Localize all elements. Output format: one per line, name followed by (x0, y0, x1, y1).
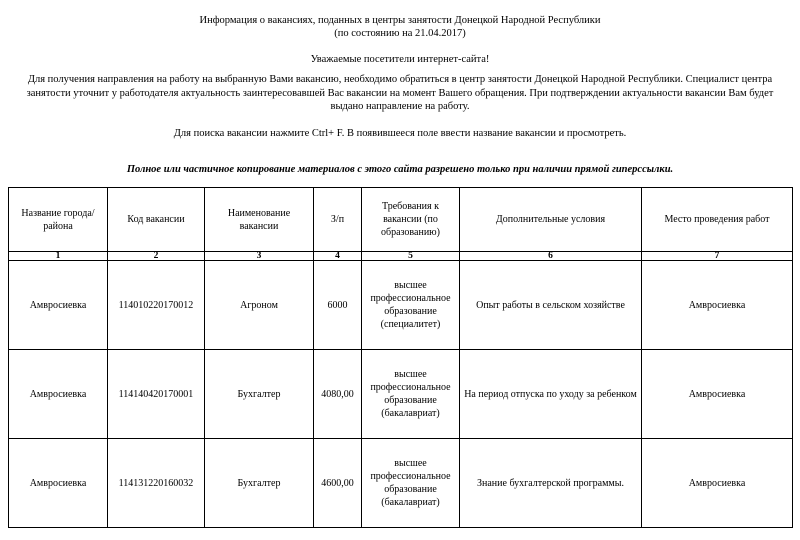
column-header-education: Требования к вакансии (по образованию) (362, 188, 460, 252)
column-numbers-row (9, 252, 793, 261)
column-number: 6 (460, 252, 642, 261)
cell-place: Амвросиевка (642, 350, 793, 439)
copyright-notice: Полное или частичное копирование материалов с этого сайта разрешено только при наличии прямой гиперссылки. (126, 164, 674, 175)
column-header-conditions: Дополнительные условия (460, 188, 642, 252)
search-hint: Для поиска вакансии нажмите Ctrl+ F. В появившееся поле ввести название вакансии и просмотреть. (173, 128, 627, 139)
cell-position: Агроном (205, 261, 314, 350)
column-header-city: Название города/района (9, 188, 108, 252)
cell-city: Амвросиевка (9, 261, 108, 350)
vacancies-table (8, 187, 793, 528)
table-row (9, 439, 793, 528)
instructions-paragraph: Для получения направления на работу на выбранную Вами вакансию, необходимо обратиться в центр занятости Донецкой Народной Республики. Специалист центра занятости уточнит у работодателя актуальность заинтересовавшей Вас вакансии на момент Вашего обращения. При подтверждении актуальности вакансии Вам будет выдано направление на работу. (26, 74, 774, 112)
cell-city: Амвросиевка (9, 350, 108, 439)
cell-salary: 6000 (314, 261, 362, 350)
table-row (9, 350, 793, 439)
cell-education: высшее профессиональное образование (бакалавриат) (362, 350, 460, 439)
column-number: 1 (9, 252, 108, 261)
cell-conditions: На период отпуска по уходу за ребенком (460, 350, 642, 439)
column-number: 5 (362, 252, 460, 261)
cell-place: Амвросиевка (642, 439, 793, 528)
column-header-salary: З/п (314, 188, 362, 252)
column-number: 7 (642, 252, 793, 261)
cell-code: 114010220170012 (108, 261, 205, 350)
column-number: 2 (108, 252, 205, 261)
cell-code: 114140420170001 (108, 350, 205, 439)
column-header-position: Наименование вакансии (205, 188, 314, 252)
date-note: (по состоянию на 21.04.2017) (334, 28, 466, 39)
greeting: Уважаемые посетители интернет-сайта! (310, 54, 490, 65)
column-number: 4 (314, 252, 362, 261)
cell-conditions: Опыт работы в сельском хозяйстве (460, 261, 642, 350)
cell-position: Бухгалтер (205, 350, 314, 439)
column-header-code: Код вакансии (108, 188, 205, 252)
table-row (9, 261, 793, 350)
cell-salary: 4080,00 (314, 350, 362, 439)
table-header-row (9, 188, 793, 252)
cell-education: высшее профессиональное образование (бакалавриат) (362, 439, 460, 528)
column-number: 3 (205, 252, 314, 261)
cell-place: Амвросиевка (642, 261, 793, 350)
cell-city: Амвросиевка (9, 439, 108, 528)
cell-code: 114131220160032 (108, 439, 205, 528)
cell-education: высшее профессиональное образование (специалитет) (362, 261, 460, 350)
column-header-place: Место проведения работ (642, 188, 793, 252)
cell-position: Бухгалтер (205, 439, 314, 528)
page-title: Информация о вакансиях, поданных в центры занятости Донецкой Народной Республики (199, 15, 601, 26)
cell-salary: 4600,00 (314, 439, 362, 528)
cell-conditions: Знание бухгалтерской программы. (460, 439, 642, 528)
